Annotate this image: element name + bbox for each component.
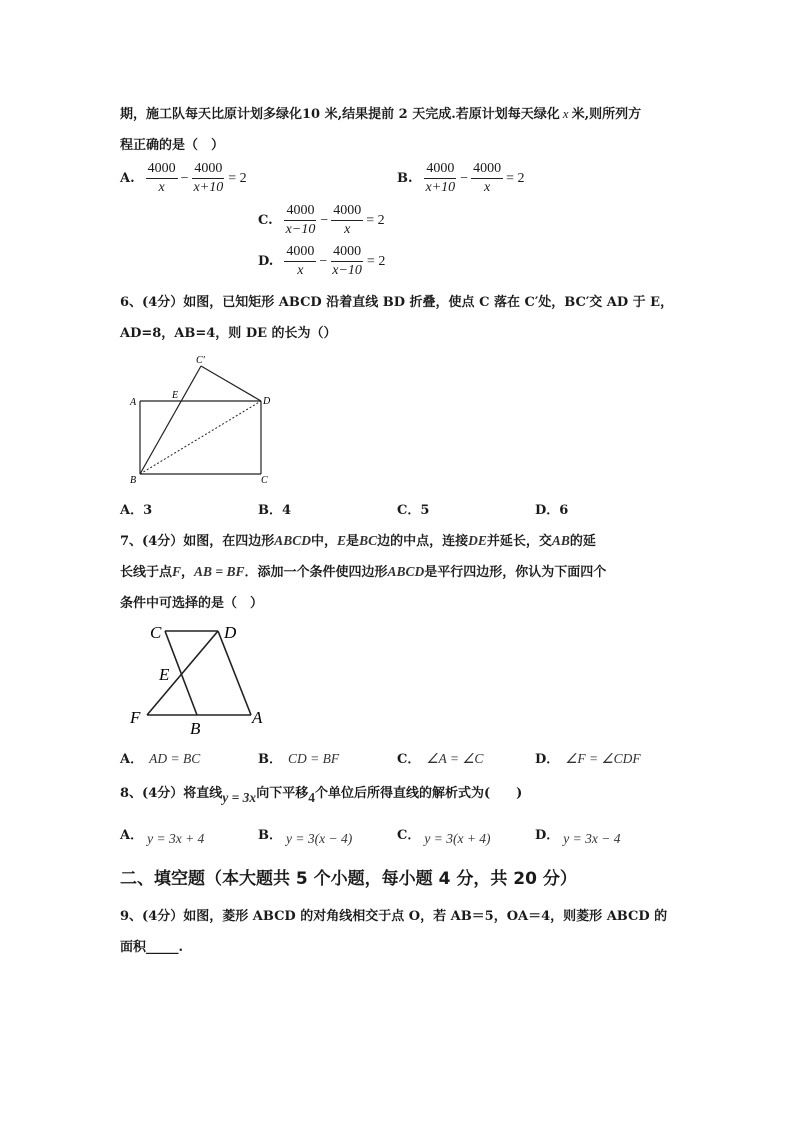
q9-line1 bbox=[120, 905, 667, 924]
math: F bbox=[172, 564, 182, 579]
text: 边的中点，连接 bbox=[377, 534, 469, 549]
option-math: y = 3x + 4 bbox=[147, 831, 205, 846]
q6-line2 bbox=[120, 322, 337, 341]
math: 4 bbox=[308, 790, 315, 805]
equation-rhs: = 2 bbox=[366, 253, 386, 269]
fraction-numerator: 4000 bbox=[284, 243, 316, 262]
label-C: C bbox=[150, 623, 162, 642]
option-label: C． bbox=[397, 752, 421, 767]
segment-BC-prime bbox=[140, 366, 201, 474]
q6-option-b[interactable] bbox=[258, 499, 291, 518]
q5-option-c[interactable] bbox=[258, 202, 387, 239]
section-heading-fill-in: 二、填空题（本大题共 5 个小题，每小题 4 分，共 20 分） bbox=[120, 869, 577, 889]
option-label: D． bbox=[535, 503, 560, 518]
fraction-denominator: x bbox=[158, 180, 165, 195]
equation-rhs: = 2 bbox=[228, 170, 247, 186]
text: 是 bbox=[346, 534, 360, 549]
math: ABCD bbox=[274, 533, 312, 548]
q6-line1-text: 6、(4分）如图，已知矩形 ABCD 沿着直线 BD 折叠，使点 C 落在 C′处，BC′交 AD 于 E， bbox=[120, 295, 674, 310]
label-C: C bbox=[261, 475, 268, 486]
math: E bbox=[337, 533, 347, 548]
text: 中， bbox=[311, 534, 338, 549]
q8-option-c[interactable] bbox=[397, 824, 491, 846]
option-math: y = 3x − 4 bbox=[563, 831, 621, 846]
label-D: D bbox=[263, 396, 271, 407]
minus-sign: − bbox=[460, 170, 469, 186]
option-label: A． bbox=[120, 828, 144, 843]
option-label: D． bbox=[535, 828, 560, 843]
option-label: A. bbox=[120, 171, 135, 186]
math: ABCD bbox=[387, 564, 425, 579]
q8-option-d[interactable] bbox=[535, 824, 621, 846]
text: ， bbox=[181, 565, 195, 580]
fraction-numerator: 4000 bbox=[331, 202, 363, 221]
q5-line1-tail: 米,则所列方 bbox=[571, 107, 642, 122]
q7-line1 bbox=[120, 530, 596, 549]
q5-line2 bbox=[120, 134, 224, 153]
fraction-numerator: 4000 bbox=[192, 160, 224, 179]
math: AB bbox=[551, 533, 570, 548]
segment-C-prime-D bbox=[201, 366, 261, 401]
minus-sign: − bbox=[319, 253, 328, 269]
label-B: B bbox=[190, 719, 201, 738]
text: 的延 bbox=[569, 534, 596, 549]
q7-line2 bbox=[120, 561, 606, 580]
math: BC bbox=[359, 533, 378, 548]
option-label: A． bbox=[120, 503, 144, 518]
q9-line1-text: 9、(4分）如图，菱形 ABCD 的对角线相交于点 O，若 AB＝5，OA＝4，则菱形 ABCD 的 bbox=[120, 909, 668, 924]
label-E: E bbox=[172, 390, 179, 401]
fraction-numerator: 4000 bbox=[284, 202, 316, 221]
q7-option-a[interactable] bbox=[120, 748, 200, 767]
q5-line1 bbox=[120, 103, 641, 122]
text: 向下平移 bbox=[256, 786, 309, 801]
option-value: 6 bbox=[559, 503, 569, 518]
q5-option-d[interactable] bbox=[258, 243, 387, 280]
math: AB = BF bbox=[194, 564, 245, 579]
text: 是平行四边形，你认为下面四个 bbox=[424, 565, 607, 580]
fraction-denominator: x+10 bbox=[425, 180, 456, 195]
diagonal-BD-dotted bbox=[140, 401, 261, 474]
q6-line1 bbox=[120, 291, 673, 310]
option-label: D． bbox=[535, 752, 560, 767]
label-A: A bbox=[252, 708, 263, 727]
option-value: 5 bbox=[420, 503, 430, 518]
label-E: E bbox=[159, 665, 170, 684]
text: 个单位后所得直线的解析式为( ) bbox=[314, 786, 523, 801]
q5-line1-text: 期，施工队每天比原计划多绿化10 米,结果提前 2 天完成.若原计划每天绿化 bbox=[120, 107, 560, 122]
segment-DA bbox=[218, 631, 251, 715]
option-label: B． bbox=[258, 503, 282, 518]
fraction-numerator: 4000 bbox=[424, 160, 456, 179]
option-label: B． bbox=[258, 828, 282, 843]
text: 条件中可选择的是（ ） bbox=[120, 596, 264, 611]
label-D: D bbox=[224, 623, 237, 642]
label-B: B bbox=[130, 475, 137, 486]
q6-option-c[interactable] bbox=[397, 499, 429, 518]
fraction-denominator: x bbox=[344, 222, 351, 237]
q7-option-b[interactable] bbox=[258, 748, 339, 767]
option-label: B. bbox=[397, 171, 413, 186]
text: 长线于点 bbox=[120, 565, 173, 580]
option-math: y = 3(x + 4) bbox=[424, 831, 491, 846]
option-value: 3 bbox=[143, 503, 153, 518]
fraction-denominator: x bbox=[483, 180, 491, 195]
option-value: 4 bbox=[282, 503, 292, 518]
text: 8、(4分）将直线 bbox=[120, 786, 223, 801]
fraction-numerator: 4000 bbox=[146, 160, 178, 179]
fraction-denominator: x−10 bbox=[285, 222, 316, 237]
q5-line2-text: 程正确的是（ ） bbox=[120, 138, 225, 153]
q7-line3 bbox=[120, 592, 263, 611]
q7-option-d[interactable] bbox=[535, 748, 641, 767]
fraction-denominator: x+10 bbox=[193, 180, 224, 195]
option-math: ∠A = ∠C bbox=[426, 751, 484, 766]
option-math: y = 3(x − 4) bbox=[286, 831, 353, 846]
text: ．添加一个条件使四边形 bbox=[244, 565, 388, 580]
q7-option-c[interactable] bbox=[397, 748, 483, 767]
label-F: F bbox=[130, 708, 141, 727]
segment-DF bbox=[147, 631, 218, 715]
q5-option-a[interactable] bbox=[120, 160, 249, 197]
equation-rhs: = 2 bbox=[366, 212, 385, 228]
q6-option-a[interactable] bbox=[120, 499, 152, 518]
q6-option-d[interactable] bbox=[535, 499, 568, 518]
q9-line2 bbox=[120, 936, 183, 955]
text: 并延长，交 bbox=[486, 534, 552, 549]
math: DE bbox=[468, 533, 487, 548]
equation-rhs: = 2 bbox=[506, 170, 525, 186]
option-math: CD = BF bbox=[288, 751, 340, 766]
q6-line2-text: AD=8，AB=4，则 DE 的长为（） bbox=[120, 326, 337, 341]
q6-rectangle-fold-figure bbox=[120, 350, 280, 490]
minus-sign: − bbox=[320, 212, 329, 228]
q5-var-x: x bbox=[562, 106, 569, 121]
minus-sign: − bbox=[180, 170, 189, 186]
segment-CB bbox=[165, 631, 197, 715]
label-C-prime: C′ bbox=[196, 355, 205, 366]
text: 7、(4分）如图，在四边形 bbox=[120, 534, 275, 549]
option-label: B． bbox=[258, 752, 282, 767]
option-math: ∠F = ∠CDF bbox=[565, 751, 641, 766]
q7-quadrilateral-figure bbox=[125, 618, 275, 738]
fraction-numerator: 4000 bbox=[331, 243, 363, 262]
option-label: C． bbox=[397, 828, 421, 843]
math: y = 3x bbox=[222, 790, 257, 805]
option-math: AD = BC bbox=[149, 751, 201, 766]
label-A: A bbox=[130, 397, 137, 408]
q8-option-b[interactable] bbox=[258, 824, 353, 846]
option-label: D. bbox=[258, 254, 274, 269]
fraction-denominator: x bbox=[297, 263, 304, 278]
q9-answer-blank[interactable]: 面积_____. bbox=[120, 940, 184, 955]
option-label: C. bbox=[258, 213, 273, 228]
q5-option-b[interactable] bbox=[397, 160, 527, 197]
q8-option-a[interactable] bbox=[120, 824, 205, 846]
fraction-denominator: x−10 bbox=[332, 263, 362, 278]
fraction-numerator: 4000 bbox=[471, 160, 503, 179]
option-label: A． bbox=[120, 752, 144, 767]
q8-line bbox=[120, 782, 523, 805]
option-label: C． bbox=[397, 503, 421, 518]
